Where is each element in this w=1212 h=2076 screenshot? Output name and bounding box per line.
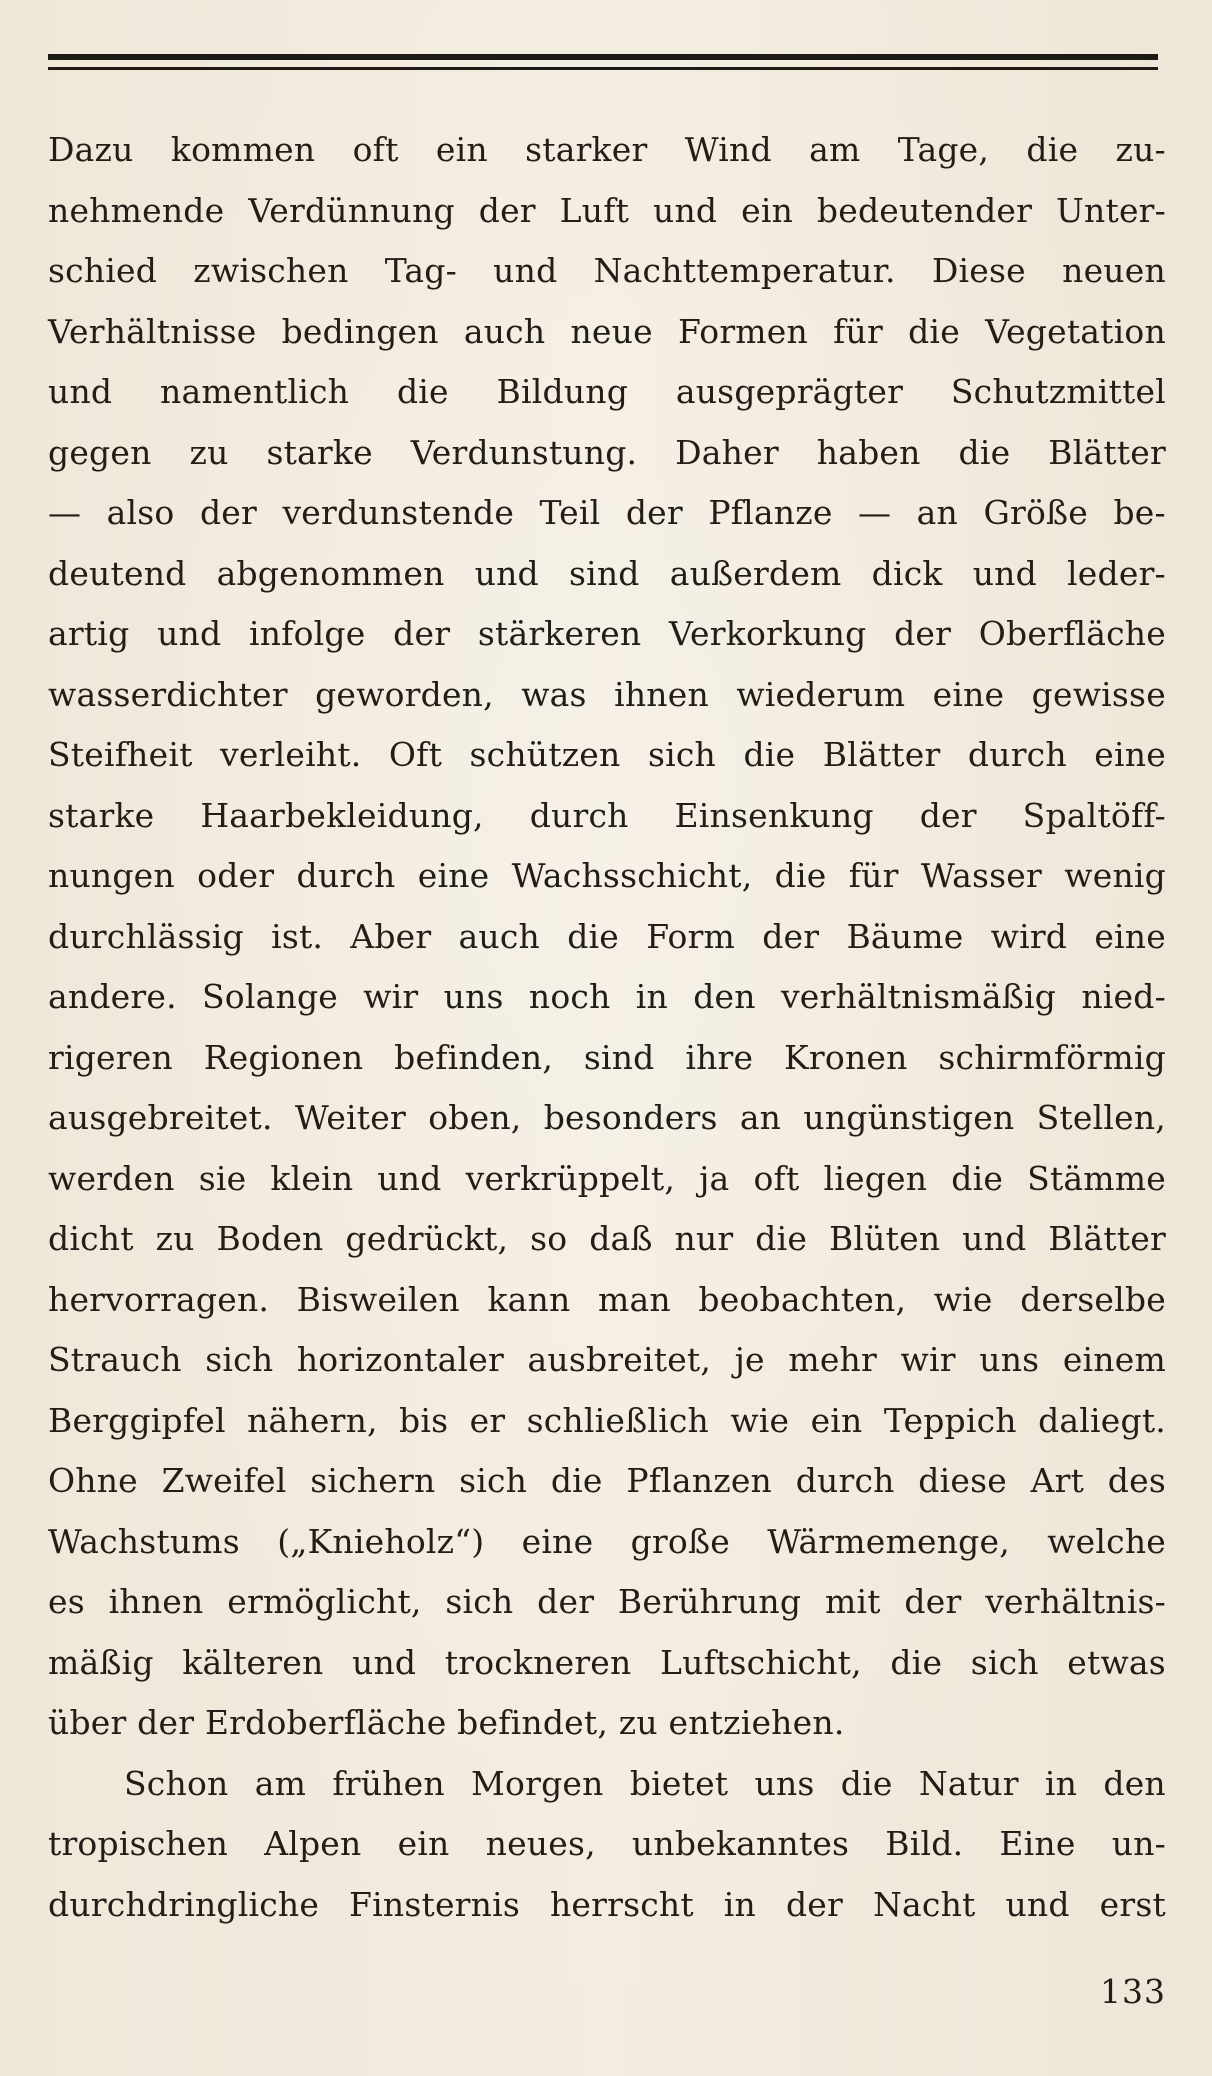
text-line: mäßig kälteren und trockneren Luftschicht, die sich etwas [48, 1642, 1166, 1682]
text-line: und namentlich die Bildung ausgeprägter Schutzmittel [48, 372, 1166, 411]
text-line: andere. Solange wir uns noch in den verhältnismäßig nied- [48, 977, 1166, 1016]
page-number: 133 [1100, 1972, 1166, 2011]
text-line: deutend abgenommen und sind außerdem dick und leder- [48, 553, 1166, 593]
text-line: Berggipfel nähern, bis er schließlich wie ein Teppich daliegt. [48, 1400, 1166, 1440]
text-line: Wachstums („Knieholz“) eine große Wärmemenge, welche [48, 1521, 1166, 1561]
header-rule-thin [48, 67, 1158, 70]
text-line: durchlässig ist. Aber auch die Form der Bäume wird eine [48, 916, 1166, 956]
text-line: ausgebreitet. Weiter oben, besonders an ungünstigen Stellen, [48, 1098, 1166, 1137]
text-line: dicht zu Boden gedrückt, so daß nur die Blüten und Blätter [48, 1219, 1166, 1258]
text-line-paragraph-start: Schon am frühen Morgen bietet uns die Natur in den [124, 1763, 1166, 1803]
text-line: es ihnen ermöglicht, sich der Berührung mit der verhältnis- [48, 1582, 1166, 1621]
text-line: Ohne Zweifel sichern sich die Pflanzen durch diese Art des [48, 1461, 1166, 1500]
text-line-paragraph-end: über der Erdoberfläche befindet, zu entziehen. [48, 1703, 845, 1742]
text-line: artig und infolge der stärkeren Verkorkung der Oberfläche [48, 614, 1166, 653]
text-line: starke Haarbekleidung, durch Einsenkung der Spaltöff- [48, 795, 1166, 835]
text-line: nungen oder durch eine Wachsschicht, die für Wasser wenig [48, 856, 1166, 895]
text-line: Dazu kommen oft ein starker Wind am Tage, die zu- [48, 130, 1166, 169]
text-line: Verhältnisse bedingen auch neue Formen für die Vegetation [48, 311, 1166, 351]
text-line: — also der verdunstende Teil der Pflanze — an Größe be- [48, 493, 1166, 532]
text-line: nehmende Verdünnung der Luft und ein bedeutender Unter- [48, 190, 1166, 230]
text-line: wasserdichter geworden, was ihnen wiederum eine gewisse [48, 674, 1166, 714]
header-rule-thick [48, 54, 1158, 60]
text-line: durchdringliche Finsternis herrscht in der Nacht und erst [48, 1884, 1166, 1924]
text-line: hervorragen. Bisweilen kann man beobachten, wie derselbe [48, 1279, 1166, 1319]
text-line: werden sie klein und verkrüppelt, ja oft liegen die Stämme [48, 1158, 1166, 1198]
body-text [48, 120, 1166, 1935]
text-line: rigeren Regionen befinden, sind ihre Kronen schirmförmig [48, 1037, 1166, 1077]
text-line: Strauch sich horizontaler ausbreitet, je mehr wir uns einem [48, 1340, 1166, 1379]
text-line: gegen zu starke Verdunstung. Daher haben die Blätter [48, 432, 1166, 472]
text-line: tropischen Alpen ein neues, unbekanntes Bild. Eine un- [48, 1824, 1166, 1863]
text-line: schied zwischen Tag- und Nachttemperatur. Diese neuen [48, 251, 1166, 290]
text-line: Steifheit verleiht. Oft schützen sich die Blätter durch eine [48, 735, 1166, 774]
